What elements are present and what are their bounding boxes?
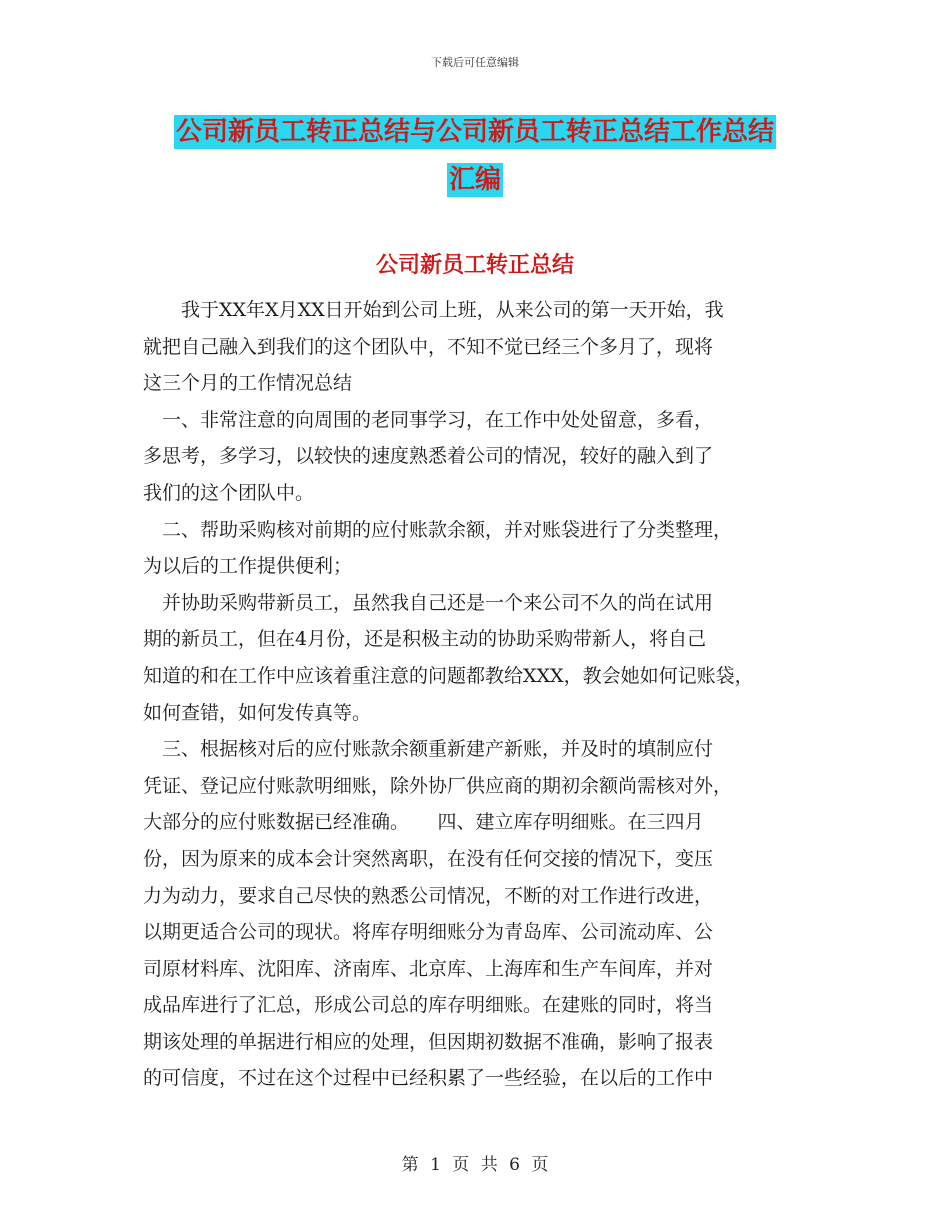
- body-line: 司原材料库、沈阳库、济南库、北京库、上海库和生产车间库，并对: [143, 957, 714, 980]
- body-line: 一、非常注意的向周围的老同事学习，在工作中处处留意，多看，: [143, 408, 714, 431]
- body-line: 以期更适合公司的现状。将库存明细账分为青岛库、公司流动库、公: [143, 921, 714, 944]
- body-line: 成品库进行了汇总，形成公司总的库存明细账。在建账的同时，将当: [143, 994, 714, 1017]
- page-footer-number: 第 1 页 共 6 页: [401, 1155, 549, 1175]
- body-line: 三、根据核对后的应付账款余额重新建产新账，并及时的填制应付: [143, 738, 714, 761]
- body-line: 凭证、登记应付账款明细账，除外协厂供应商的期初余额尚需核对外，: [143, 774, 733, 797]
- body-line: 大部分的应付账数据已经准确。 四、建立库存明细账。在三四月: [143, 811, 704, 834]
- body-line: 我于XX年X月XX日开始到公司上班，从来公司的第一天开始，我: [143, 299, 724, 321]
- body-line: 期的新员工，但在4月份，还是积极主动的协助采购带新人，将自己: [143, 628, 707, 651]
- body-line: 期该处理的单据进行相应的处理，但因期初数据不准确，影响了报表: [143, 1030, 714, 1053]
- body-line: 知道的和在工作中应该着重注意的问题都教给XXX，教会她如何记账袋，: [143, 664, 754, 687]
- document-title-line-1: 公司新员工转正总结与公司新员工转正总结工作总结: [175, 117, 774, 147]
- body-line: 的可信度，不过在这个过程中已经积累了一些经验，在以后的工作中: [143, 1067, 714, 1090]
- body-text: [143, 292, 823, 1097]
- body-line: 我们的这个团队中。: [143, 481, 315, 504]
- section-title: 公司新员工转正总结: [375, 253, 574, 278]
- body-line: 这三个月的工作情况总结: [143, 372, 353, 395]
- document-title: [140, 108, 810, 204]
- body-line: 并协助采购带新员工，虽然我自己还是一个来公司不久的尚在试用: [143, 591, 714, 614]
- body-line: 如何查错，如何发传真等。: [143, 701, 372, 724]
- document-title-line-2: 汇编: [448, 165, 501, 195]
- body-line: 为以后的工作提供便利；: [143, 555, 353, 578]
- body-line: 就把自己融入到我们的这个团队中，不知不觉已经三个多月了，现将: [143, 335, 714, 358]
- body-line: 二、帮助采购核对前期的应付账款余额，并对账袋进行了分类整理，: [143, 518, 733, 541]
- page-header-note: 下载后可任意编辑: [431, 56, 519, 69]
- body-line: 力为动力，要求自己尽快的熟悉公司情况，不断的对工作进行改进，: [143, 884, 714, 907]
- body-line: 多思考，多学习，以较快的速度熟悉着公司的情况，较好的融入到了: [143, 445, 714, 468]
- body-line: 份，因为原来的成本会计突然离职，在没有任何交接的情况下，变压: [143, 847, 714, 870]
